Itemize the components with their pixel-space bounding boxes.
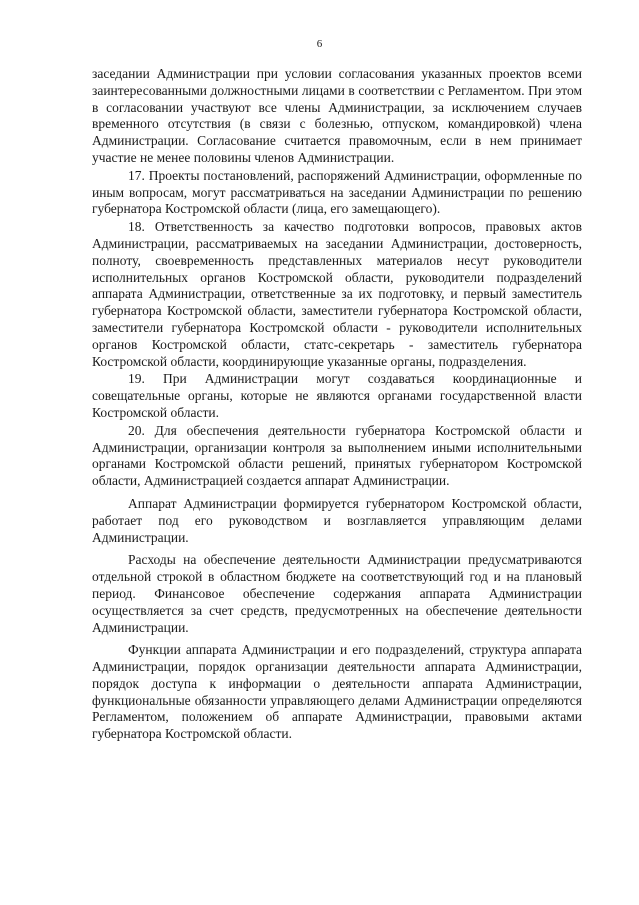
page-number: 6 <box>316 38 323 50</box>
paragraph-functions: Функции аппарата Администрации и его подразделений, структура аппарата Администрации, порядок организации деятельности аппарата Администрации, порядок доступа к информации о деятельности аппарата Администрации, функциональные обязанности управляющего делами Администрации определяются Регламентом, положением об аппарате Администрации, правовыми актами губернатора Костромской области. <box>92 642 582 742</box>
paragraph-apparatus-formation: Аппарат Администрации формируется губернатором Костромской области, работает под его руководством и возглавляется управляющим делами Администрации. <box>92 495 582 545</box>
paragraph-17: 17. Проекты постановлений, распоряжений Администрации, оформленные по иным вопросам, могут рассматриваться на заседании Администрации по решению губернатора Костромской области (лица, его замещающего). <box>92 167 582 217</box>
paragraph-20: 20. Для обеспечения деятельности губернатора Костромской области и Администрации, организации контроля за выполнением иными исполнительными органами Костромской области решений, принятых губернатором Костромской области, Администрацией создается аппарат Администрации. <box>92 422 582 489</box>
document-body <box>92 66 582 744</box>
paragraph-18: 18. Ответственность за качество подготовки вопросов, правовых актов Администрации, рассматриваемых на заседании Администрации, достоверность, полноту, своевременность представленных материалов несут руководители исполнительных органов Костромской области, руководители подразделений аппарата Администрации, ответственные за их подготовку, и первый заместитель губернатора Костромской области, заместители губернатора Костромской области, заместители губернатора Костромской области - руководители исполнительных органов Костромской области, статс-секретарь - заместитель губернатора Костромской области, координирующие указанные органы, подразделения. <box>92 219 582 369</box>
paragraph-19: 19. При Администрации могут создаваться координационные и совещательные органы, которые не являются органами государственной власти Костромской области. <box>92 371 582 420</box>
paragraph-continuation: заседании Администрации при условии согласования указанных проектов всеми заинтересованными должностными лицами в соответствии с Регламентом. При этом в согласовании участвуют все члены Администрации, за исключением случаев временного отсутствия (в связи с болезнью, отпуском, командировкой) члена Администрации. Согласование считается правомочным, если в нем принимает участие не менее половины членов Администрации. <box>92 66 582 165</box>
paragraph-expenses: Расходы на обеспечение деятельности Администрации предусматриваются отдельной строкой в областном бюджете на соответствующий год и на плановый период. Финансовое обеспечение содержания аппарата Администрации осуществляется за счет средств, предусмотренных на обеспечение деятельности Администрации. <box>92 552 582 635</box>
